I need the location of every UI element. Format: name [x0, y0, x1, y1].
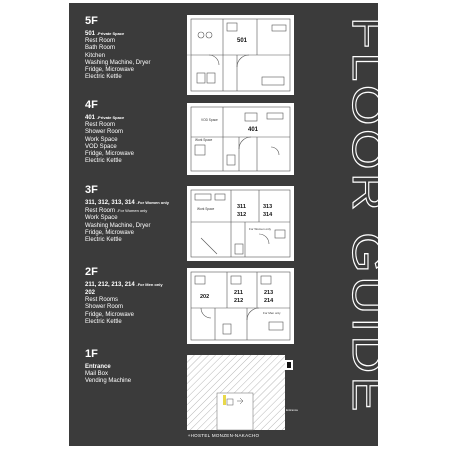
mailbox-icon: [223, 395, 226, 405]
floor-plan-drawing: [187, 268, 294, 344]
room-numbers: 202: [85, 290, 96, 296]
amenity-item: Fridge, Microwave: [85, 151, 135, 158]
amenity-item: Fridge, Microwave: [85, 67, 135, 74]
amenity-item: VOD Space: [85, 143, 117, 150]
amenity-item: Shower Room: [85, 129, 124, 136]
floor-number: 5F: [85, 15, 98, 27]
plan-room-label: 501: [237, 38, 248, 44]
plan-room-label: 213: [264, 290, 274, 296]
amenity-item: Electric Kettle: [85, 74, 122, 81]
floor-plan-drawing: [187, 15, 294, 95]
plan-area-label: Work Space: [197, 207, 215, 211]
floor-number: 2F: [85, 266, 98, 278]
plan-room-label: 211: [234, 290, 243, 296]
amenity-item: Electric Kettle: [85, 158, 122, 165]
plan-room-label: 212: [234, 298, 244, 304]
plan-room-label: 311: [237, 204, 246, 210]
room-number-grid: [237, 204, 273, 218]
floor-number: 4F: [85, 99, 98, 111]
room-numbers: 311, 312, 313, 314 -For Women only: [85, 200, 169, 206]
floor-number: 3F: [85, 184, 98, 196]
plan-room-label: 312: [237, 212, 247, 218]
amenity-item: Vending Machine: [85, 378, 132, 385]
floor-1f-plan: [187, 355, 299, 430]
floor-4f-plan: [187, 103, 294, 175]
room-numbers: Entrance: [85, 364, 111, 370]
plan-room-label: 202: [200, 294, 210, 300]
svg-text:FLOOR GUIDE: FLOOR GUIDE: [343, 17, 392, 354]
amenity-item: Electric Kettle: [85, 318, 122, 325]
floor-5f-info: [85, 15, 185, 82]
plan-room-label: 214: [264, 298, 274, 304]
amenity-item: Rest Room: [85, 122, 116, 128]
amenity-item: Shower Room: [85, 304, 124, 311]
amenity-item: Fridge, Microwave: [85, 311, 135, 318]
amenity-item: Rest Rooms: [85, 297, 119, 303]
room-numbers: 401 -Private Space: [85, 115, 125, 121]
amenity-item: Fridge, Microwave: [85, 229, 135, 236]
amenity-item: Washing Machine, Dryer: [85, 222, 151, 229]
room-numbers: 211, 212, 213, 214 -For Men only: [85, 282, 163, 288]
amenity-item: Bath Room: [85, 45, 116, 52]
amenity-item: Rest Room -For Women only: [85, 208, 148, 214]
plan-area-label: VOD Space: [201, 118, 218, 122]
plan-area-label: For Women only: [249, 227, 271, 231]
plan-area-label: For Men only: [263, 311, 281, 315]
floor-2f-info: [85, 266, 185, 326]
floor-guide-poster: [69, 3, 392, 446]
floor-guide-title: [307, 17, 392, 417]
amenity-item: Mail Box: [85, 371, 109, 377]
plan-area-label: Entrance: [286, 408, 299, 412]
amenity-item: Work Space: [85, 215, 118, 222]
floor-3f-info: [85, 184, 185, 244]
amenity-item: Electric Kettle: [85, 237, 122, 244]
floor-number: 1F: [85, 348, 98, 360]
plan-area-label: Work Space: [195, 138, 213, 142]
floor-plan-drawing: [187, 186, 294, 261]
floor-5f-plan: [187, 15, 294, 95]
amenity-item: Kitchen: [85, 52, 106, 59]
plan-room-label: 314: [263, 212, 273, 218]
floor-1f-info: [85, 348, 185, 386]
floor-2f-plan: [187, 268, 294, 344]
plan-room-label: 401: [248, 127, 259, 133]
floor-4f-info: [85, 99, 185, 166]
amenity-item: Rest Room: [85, 38, 116, 44]
hostel-name-footer: +HOSTEL MONZEN-NAKACHO: [187, 433, 260, 438]
amenity-item: Washing Machine, Dryer: [85, 59, 151, 66]
floor-3f-plan: [187, 186, 294, 261]
floor-plan-drawing: [187, 103, 294, 175]
plan-room-label: 313: [263, 204, 273, 210]
room-numbers: 501 -Private Space: [85, 31, 125, 37]
amenity-item: Work Space: [85, 136, 118, 143]
floor-plan-drawing: [187, 355, 299, 430]
